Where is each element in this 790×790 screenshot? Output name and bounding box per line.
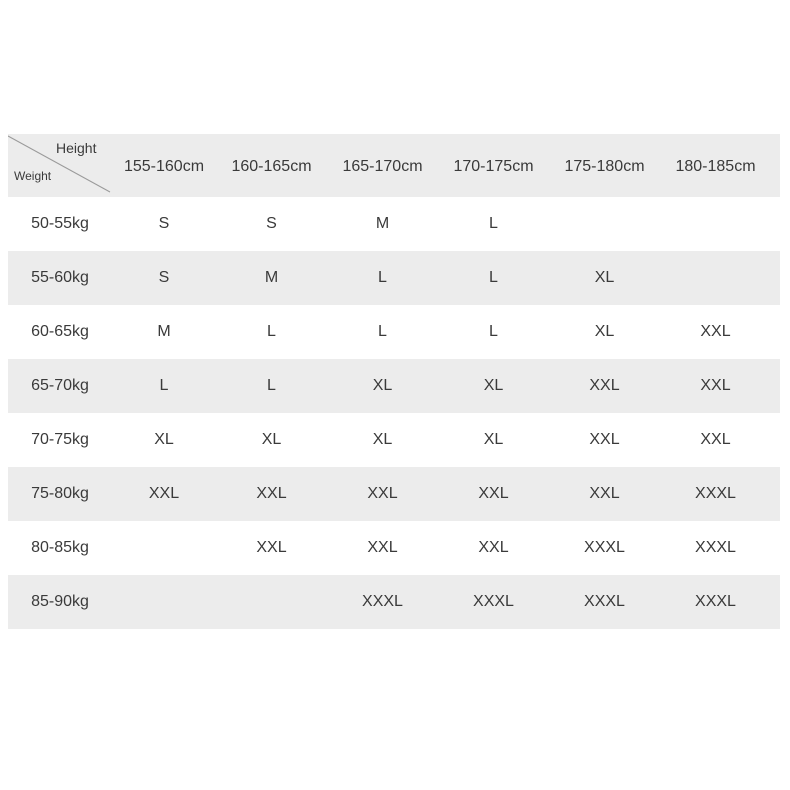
table-row	[8, 359, 780, 413]
size-cell: XXXL	[584, 593, 625, 610]
size-cell: S	[266, 215, 277, 232]
column-header: 170-175cm	[453, 157, 534, 175]
size-cell: XXXL	[473, 593, 514, 610]
table-row	[8, 251, 780, 305]
column-header: 180-185cm	[675, 157, 756, 175]
size-cell: L	[267, 377, 276, 394]
size-cell: XL	[483, 377, 504, 394]
table-row	[8, 197, 780, 251]
size-cell: L	[159, 377, 169, 394]
size-cell: XL	[483, 431, 504, 448]
size-cell: L	[489, 323, 498, 340]
size-cell: XL	[154, 431, 174, 448]
size-cell: XXL	[700, 323, 731, 340]
row-header-weight: 60-65kg	[31, 323, 89, 340]
table-row	[8, 521, 780, 575]
size-cell: XXL	[589, 431, 620, 448]
size-cell: L	[489, 269, 498, 286]
size-cell: XXL	[700, 377, 731, 394]
column-header: 155-160cm	[123, 157, 205, 175]
size-cell: XXXL	[362, 593, 403, 610]
size-cell: XXXL	[584, 539, 625, 556]
row-header-weight: 55-60kg	[31, 269, 89, 286]
size-chart	[8, 134, 780, 629]
row-header-weight: 65-70kg	[31, 377, 89, 394]
size-cell: XL	[372, 377, 393, 394]
size-cell: L	[489, 215, 498, 232]
size-cell: XXXL	[695, 485, 736, 502]
size-cell: XXL	[367, 485, 398, 502]
weight-axis-label: Weight	[14, 169, 52, 183]
size-cell: L	[378, 323, 387, 340]
size-cell: XXL	[148, 485, 180, 502]
table-row	[8, 467, 780, 521]
size-cell: XXXL	[695, 539, 736, 556]
size-cell: XXL	[478, 539, 509, 556]
size-cell: XL	[261, 431, 282, 448]
size-cell: XXXL	[695, 593, 736, 610]
size-cell: XL	[372, 431, 393, 448]
size-cell: XXL	[256, 539, 287, 556]
row-header-weight: 75-80kg	[31, 485, 89, 502]
row-header-weight: 80-85kg	[31, 539, 89, 556]
size-cell: L	[267, 323, 276, 340]
size-cell: XXL	[589, 485, 620, 502]
table-row	[8, 413, 780, 467]
row-header-weight: 50-55kg	[31, 215, 89, 232]
column-header: 175-180cm	[564, 157, 645, 175]
size-cell: XXL	[700, 431, 731, 448]
column-header: 160-165cm	[231, 157, 312, 175]
row-header-weight: 70-75kg	[31, 431, 89, 448]
header-row	[8, 134, 780, 197]
height-axis-label: Height	[56, 140, 97, 156]
row-header-weight: 85-90kg	[31, 593, 89, 610]
size-cell: XL	[594, 323, 615, 340]
size-cell: XL	[594, 269, 615, 286]
table-row	[8, 305, 780, 359]
size-cell: XXL	[256, 485, 287, 502]
size-cell: L	[378, 269, 387, 286]
size-cell: M	[157, 323, 171, 340]
size-cell: M	[375, 215, 390, 232]
size-cell: XXL	[589, 377, 620, 394]
size-cell: S	[158, 269, 170, 286]
table-row	[8, 575, 780, 629]
corner-cell	[8, 134, 112, 197]
column-header: 165-170cm	[342, 157, 423, 175]
size-cell: XXL	[367, 539, 398, 556]
size-cell: XXL	[478, 485, 509, 502]
size-cell: M	[264, 269, 279, 286]
size-cell: S	[158, 215, 170, 232]
